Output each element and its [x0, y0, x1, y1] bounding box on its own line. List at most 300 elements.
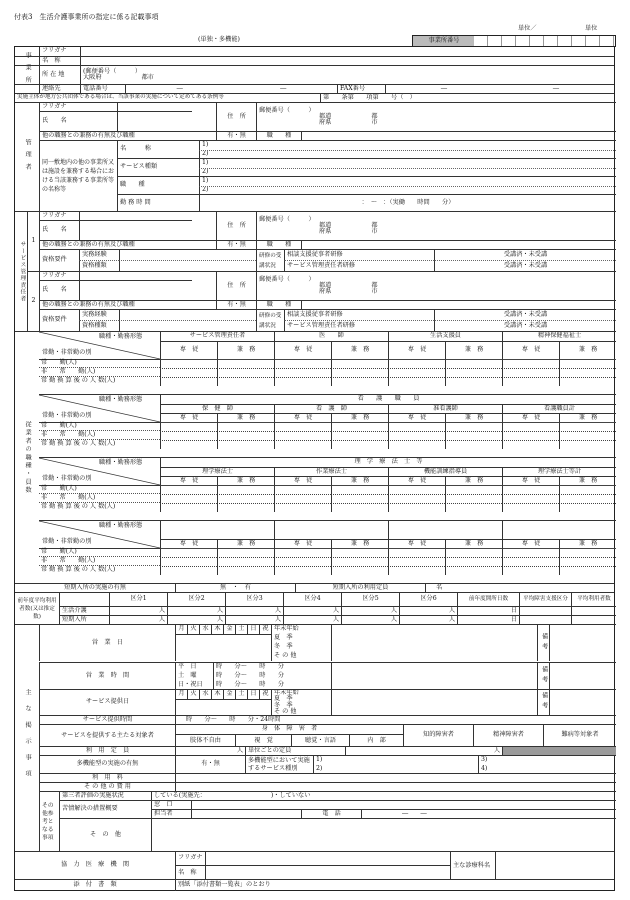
biz-hours-remark-field[interactable]: [549, 663, 616, 689]
svc-holiday-item[interactable]: そ の 他: [274, 707, 297, 715]
window-field[interactable]: [191, 801, 616, 810]
users-count-cell[interactable]: [225, 606, 283, 615]
biz-day-checkbox[interactable]: 水: [200, 625, 212, 635]
staff-part-label: 非 常 勤(人): [39, 494, 160, 503]
manager-dual-svc-2[interactable]: 2): [199, 168, 616, 177]
short-stay-cap-field[interactable]: 名: [425, 584, 614, 592]
biz-holiday-item[interactable]: 年末年始: [274, 625, 299, 633]
users-days-header: 前年度開所日数: [457, 592, 519, 606]
ordinance-field[interactable]: 第 条第 項第 号（ ）: [320, 94, 614, 102]
staff-count-cell[interactable]: [160, 440, 217, 449]
svcmgr-other-yesno[interactable]: 有・無: [216, 241, 256, 249]
users-person-unit: 人: [448, 615, 455, 623]
biz-day-row: [39, 624, 616, 661]
staff-count-cell[interactable]: [331, 431, 388, 440]
staff-job-header-blank[interactable]: [274, 521, 388, 539]
short-stay-yesno[interactable]: 無 ・ 有: [175, 584, 295, 592]
biz-hours-time: 時 分～ 時 分: [216, 663, 285, 671]
staff-count-cell[interactable]: [559, 377, 616, 386]
staff-full-label: 常 勤(人): [39, 422, 160, 431]
manager-name-field[interactable]: [117, 112, 192, 131]
users-avgu-cell[interactable]: [571, 606, 616, 615]
staff-count-cell[interactable]: [559, 422, 616, 431]
staff-count-cell[interactable]: [217, 422, 274, 431]
svcmgr-address-label: 住 所: [216, 272, 256, 300]
staff-count-cell[interactable]: [502, 368, 559, 377]
svcmgr-train-label: 研修の受講状況: [256, 250, 284, 271]
coop-dept-label: 主な診療科名: [450, 852, 495, 879]
staff-count-cell[interactable]: [388, 494, 445, 503]
multi-svc-label: 多機能型において実施するサービス種別: [245, 756, 313, 773]
staff-count-cell[interactable]: [160, 422, 217, 431]
main-section-label: 主な掲示事項: [15, 624, 39, 851]
staff-count-cell[interactable]: [274, 440, 331, 449]
svcmgr-address-label: 住 所: [216, 212, 256, 240]
users-count-cell[interactable]: [109, 606, 167, 615]
staff-count-cell[interactable]: [388, 431, 445, 440]
manager-dual-job-1[interactable]: 1): [199, 177, 616, 186]
ordinance-label: 実施主体が地方公共団体である場合は、当該事業の実施について定めてある条例等: [17, 94, 224, 101]
staff-dual-label: 兼 務: [217, 476, 274, 485]
staff-job-header: 理学療法士等計: [502, 467, 616, 476]
office-address-label: 所 在 地: [39, 66, 80, 84]
staff-count-cell[interactable]: [559, 557, 616, 566]
staff-job-header-blank[interactable]: [388, 521, 502, 539]
users-count-cell[interactable]: [399, 606, 457, 615]
svcmgr-address-field[interactable]: [256, 272, 616, 300]
staff-ftpt-label: 常勤・非常勤の別: [42, 412, 92, 419]
svcmgr-train2-status[interactable]: 受講済・未受講: [434, 321, 616, 332]
short-stay-label: 短期入所の実施の有無: [64, 584, 126, 591]
disab-type[interactable]: 聴覚・言語: [291, 734, 349, 747]
svcmgr-city2: 市: [371, 228, 378, 236]
manager-dual-job-2[interactable]: 2): [199, 186, 616, 195]
users-count-cell[interactable]: [341, 606, 399, 615]
staff-count-cell[interactable]: [502, 566, 559, 575]
users-count-cell[interactable]: [167, 615, 225, 624]
coop-name-field[interactable]: [205, 866, 450, 880]
staff-dual-label: 兼 務: [331, 476, 388, 485]
biz-hours-times[interactable]: [213, 663, 331, 689]
staff-count-cell[interactable]: [559, 440, 616, 449]
svcmgr-city: 都: [371, 221, 378, 229]
staff-count-cell[interactable]: [388, 377, 445, 386]
biz-holiday-item[interactable]: そ の 他: [274, 652, 297, 660]
svcmgr-name-field[interactable]: [79, 221, 192, 240]
svc-day-checkbox[interactable]: 木: [212, 690, 224, 700]
staff-ftpt-label: 常勤・非常勤の別: [42, 538, 92, 545]
staff-part-label: 非 常 勤(人): [39, 368, 160, 377]
staff-job-header-blank[interactable]: [502, 521, 616, 539]
svcmgr-other-row: [39, 300, 616, 309]
staff-count-cell[interactable]: [274, 485, 331, 494]
staff-count-cell[interactable]: [331, 503, 388, 512]
staff-count-cell[interactable]: [217, 368, 274, 377]
staff-count-cell[interactable]: [160, 548, 217, 557]
staff-exclusive-label: 専 従: [160, 539, 217, 548]
staff-count-cell[interactable]: [388, 440, 445, 449]
staff-count-cell[interactable]: [331, 422, 388, 431]
biz-hours-notes[interactable]: [331, 663, 537, 689]
svcmgr-job-field[interactable]: [301, 301, 616, 309]
staff-count-cell[interactable]: [445, 359, 502, 368]
staff-count-cell[interactable]: [445, 440, 502, 449]
svcmgr-train1-status[interactable]: 受講済・未受講: [434, 250, 616, 261]
staff-count-cell[interactable]: [160, 494, 217, 503]
staff-count-cell[interactable]: [502, 431, 559, 440]
staff-count-cell[interactable]: [160, 431, 217, 440]
other-field[interactable]: [151, 819, 616, 851]
office-fax-label: FAX番号: [337, 85, 385, 93]
staff-job-header: 理学療法士: [160, 467, 274, 476]
multi-label: 多機能型の実施の有無: [39, 756, 175, 773]
staff-count-cell[interactable]: [388, 548, 445, 557]
staff-dual-label: 兼 務: [331, 539, 388, 548]
coop-dept-field[interactable]: [495, 852, 614, 879]
users-count-cell[interactable]: [341, 615, 399, 624]
staff-count-cell[interactable]: [559, 503, 616, 512]
staff-count-cell[interactable]: [274, 566, 331, 575]
svcmgr-name-field[interactable]: [79, 281, 192, 300]
staff-group-head: 看 護 職 員: [160, 395, 616, 404]
users-cat-header: 区分3: [225, 592, 283, 606]
multi-yesno[interactable]: 有・無: [175, 756, 245, 773]
form-header: [0, 0, 630, 46]
svc-holiday-item[interactable]: 冬 季: [274, 701, 293, 709]
staff-count-cell[interactable]: [559, 359, 616, 368]
multi-svc-3-4[interactable]: [478, 756, 616, 773]
svcmgr-train2-status[interactable]: 受講済・未受講: [434, 261, 616, 272]
multi-svc-4: 4): [481, 764, 488, 772]
staff-block-label: [39, 520, 160, 583]
other-items-label: その他参考となる事項: [39, 791, 59, 851]
biz-day-checkbox[interactable]: 日: [248, 625, 260, 635]
users-avg-cell[interactable]: [519, 606, 571, 615]
staff-count-cell[interactable]: [388, 566, 445, 575]
staff-count-cell[interactable]: [160, 359, 217, 368]
svc-hours-field[interactable]: 時 分～ 時 分・24時間: [175, 716, 616, 724]
staff-count-cell[interactable]: [160, 566, 217, 575]
svcmgr-city: 都: [371, 281, 378, 289]
staff-count-cell[interactable]: [445, 377, 502, 386]
users-avg-cell[interactable]: [519, 615, 571, 624]
staff-count-cell[interactable]: [445, 566, 502, 575]
svcmgr-pref-line-2: [319, 229, 378, 235]
office-section-label: 事業所: [24, 51, 32, 89]
biz-day-checkbox[interactable]: 木: [212, 625, 224, 635]
staff-job-header-blank[interactable]: [160, 521, 274, 539]
staff-count-cell[interactable]: [274, 368, 331, 377]
office-address-field[interactable]: [80, 66, 614, 84]
staff-count-cell[interactable]: [502, 548, 559, 557]
svc-day-checkbox[interactable]: 金: [224, 690, 236, 700]
intel-label[interactable]: 知的障害者: [403, 725, 473, 746]
multi-svc-2: 2): [316, 764, 323, 772]
office-no-label: 事業所番号: [412, 35, 476, 47]
users-count-cell[interactable]: [109, 615, 167, 624]
svc-day-remark: 備考: [537, 690, 549, 715]
staff-count-cell[interactable]: [502, 557, 559, 566]
staff-exclusive-label: 専 従: [274, 413, 331, 422]
svcmgr-train2: サービス管理責任者研修: [284, 261, 434, 272]
staff-count-cell[interactable]: [217, 494, 274, 503]
biz-hours-daytype: [175, 663, 213, 689]
staff-count-cell[interactable]: [331, 368, 388, 377]
staff-exclusive-label: 専 従: [274, 539, 331, 548]
staff-count-cell[interactable]: [274, 431, 331, 440]
staff-count-cell[interactable]: [160, 503, 217, 512]
staff-count-cell[interactable]: [502, 422, 559, 431]
staff-count-cell[interactable]: [445, 494, 502, 503]
svcmgr-job-label: 職 種: [256, 301, 301, 309]
svc-day-checkbox[interactable]: 祝: [260, 690, 271, 700]
staff-count-cell[interactable]: [445, 431, 502, 440]
office-furigana-field[interactable]: [80, 47, 614, 56]
staff-count-cell[interactable]: [388, 422, 445, 431]
staff-count-cell[interactable]: [217, 440, 274, 449]
users-count-cell[interactable]: [283, 606, 341, 615]
staff-block-grid: [160, 394, 616, 457]
staff-count-cell[interactable]: [331, 485, 388, 494]
other-row: [59, 818, 616, 851]
users-person-unit: 人: [332, 615, 339, 623]
manager-other-job-yesno[interactable]: 有・無: [216, 132, 256, 140]
mental-label[interactable]: 精神障害者: [473, 725, 543, 746]
svc-day-checkbox[interactable]: 月: [176, 690, 188, 700]
staff-count-cell[interactable]: [274, 503, 331, 512]
svc-day-remark-field[interactable]: [549, 690, 616, 715]
svcmgr-pref2: 府県: [319, 288, 332, 296]
staff-count-cell[interactable]: [274, 377, 331, 386]
staff-count-cell[interactable]: [217, 548, 274, 557]
users-cat-header: 区分2: [167, 592, 225, 606]
svcmgr-pref-line-2: [319, 289, 378, 295]
sat-label: 土 曜: [178, 671, 197, 679]
svcmgr-train1: 相談支援従事者研修: [284, 310, 434, 321]
biz-day-checkbox[interactable]: 祝: [260, 625, 271, 635]
staff-count-cell[interactable]: [274, 494, 331, 503]
disab-type[interactable]: 内 部: [349, 734, 403, 747]
unit-cap-field[interactable]: 人: [345, 747, 502, 755]
users-count-cell[interactable]: [225, 615, 283, 624]
svcmgr-address-field[interactable]: [256, 212, 616, 240]
office-name-field[interactable]: [80, 57, 614, 65]
staff-count-cell[interactable]: [331, 440, 388, 449]
staff-count-cell[interactable]: [445, 548, 502, 557]
staff-jobform-label: 職種・勤務形態: [99, 522, 143, 529]
users-person-unit: 人: [274, 606, 281, 614]
staff-count-cell[interactable]: [502, 494, 559, 503]
staff-block-grid: [160, 457, 616, 520]
users-corner: [59, 592, 109, 606]
staff-count-cell[interactable]: [502, 377, 559, 386]
staff-count-cell[interactable]: [331, 548, 388, 557]
staff-count-cell[interactable]: [331, 377, 388, 386]
staff-count-cell[interactable]: [502, 503, 559, 512]
staff-count-cell[interactable]: [217, 431, 274, 440]
staff-count-cell[interactable]: [445, 503, 502, 512]
manager-address-field[interactable]: 郵便番号（ ） 都道 都 府県 市: [256, 103, 616, 131]
biz-day-remark: 備考: [537, 625, 549, 661]
manager-dual-name-2[interactable]: 2): [199, 150, 616, 159]
staff-count-cell[interactable]: [217, 377, 274, 386]
users-person-unit: 人: [332, 606, 339, 614]
office-tel-field[interactable]: ― ―: [125, 85, 337, 93]
biz-day-checkbox[interactable]: 金: [224, 625, 236, 635]
svc-day-checkbox[interactable]: 火: [188, 690, 200, 700]
disab-type[interactable]: 肢体不自由: [175, 734, 235, 747]
staff-count-cell[interactable]: [160, 377, 217, 386]
svcmgr-train1-status[interactable]: 受講済・未受講: [434, 310, 616, 321]
unit-label-1: 単位／: [518, 25, 537, 32]
users-avgu-header: 平均利用者数: [571, 592, 616, 606]
staff-count-cell[interactable]: [274, 422, 331, 431]
capacity-field[interactable]: 人: [175, 747, 245, 755]
svc-holiday-item[interactable]: 夏 季: [274, 695, 293, 703]
third-field[interactable]: している(実施先： )・していない: [151, 792, 616, 800]
staff-count-cell[interactable]: [502, 485, 559, 494]
svc-holiday-item[interactable]: 年末年始: [274, 690, 299, 697]
staff-count-cell[interactable]: [445, 368, 502, 377]
staff-count-cell[interactable]: [160, 557, 217, 566]
staff-count-cell[interactable]: [445, 422, 502, 431]
manager-dual-svc-label: サービス種類: [117, 159, 199, 177]
staff-count-cell[interactable]: [274, 548, 331, 557]
office-fax-field[interactable]: ― ―: [385, 85, 614, 93]
other-fee-label: そ の 他 の 費 用: [39, 783, 175, 791]
users-days-cell[interactable]: [457, 606, 519, 615]
staff-count-cell[interactable]: [331, 566, 388, 575]
staff-dual-label: 兼 務: [331, 341, 388, 359]
manager-furigana-field[interactable]: [117, 103, 216, 111]
fee-field[interactable]: [175, 774, 616, 782]
manager-dual-svc-1[interactable]: 1): [199, 159, 616, 168]
staff-count-cell[interactable]: [445, 557, 502, 566]
staff-count-cell[interactable]: [388, 359, 445, 368]
svcmgr-postal: 郵便番号（ ）: [259, 215, 315, 223]
staff-jobform-label: 職種・勤務形態: [99, 459, 143, 466]
users-grid: [59, 592, 616, 624]
svcmgr-furigana-field[interactable]: [79, 272, 216, 280]
staff-count-cell[interactable]: [502, 440, 559, 449]
users-person-unit: 人: [274, 615, 281, 623]
users-count-cell[interactable]: [399, 615, 457, 624]
staff-count-cell[interactable]: [388, 557, 445, 566]
staff-count-cell[interactable]: [160, 485, 217, 494]
biz-holiday-item[interactable]: 冬 季: [274, 643, 293, 651]
svcmgr-exp-field[interactable]: [119, 310, 256, 321]
staff-count-cell[interactable]: [388, 503, 445, 512]
svcmgr-city2: 市: [371, 288, 378, 296]
svc-day-checkbox[interactable]: 日: [248, 690, 260, 700]
staff-dual-label: 兼 務: [445, 476, 502, 485]
svcmgr-name-label: 氏 名: [39, 281, 79, 300]
users-count-cell[interactable]: [283, 615, 341, 624]
svcmgr-other-yesno[interactable]: 有・無: [216, 301, 256, 309]
staff-count-cell[interactable]: [559, 368, 616, 377]
svcmgr-job-field[interactable]: [301, 241, 616, 249]
users-person-unit: 人: [216, 615, 223, 623]
staff-count-cell[interactable]: [331, 359, 388, 368]
staff-count-cell[interactable]: [502, 359, 559, 368]
users-cat-header: 区分4: [283, 592, 341, 606]
staff-count-cell[interactable]: [274, 557, 331, 566]
staff-count-cell[interactable]: [388, 485, 445, 494]
staff-count-cell[interactable]: [160, 368, 217, 377]
staff-count-cell[interactable]: [559, 431, 616, 440]
staff-fte-label: 常 勤 換 算 後 の 人 数(人): [41, 440, 116, 448]
office-name-label: 名 称: [39, 57, 80, 65]
svcmgr-furigana-field[interactable]: [79, 212, 216, 220]
disab-type[interactable]: 視 覚: [235, 734, 291, 747]
svcmgr-exp-field[interactable]: [119, 250, 256, 261]
biz-day-label: 営 業 日: [39, 625, 175, 661]
multi-svc-1-2[interactable]: [313, 756, 478, 773]
users-avgu-cell[interactable]: [571, 615, 616, 624]
staff-count-cell[interactable]: [217, 557, 274, 566]
other-fee-field[interactable]: [175, 783, 616, 791]
staff-count-cell[interactable]: [331, 557, 388, 566]
manager-hours-field[interactable]: ： ～ ：（実働 時間 分）: [199, 195, 616, 212]
other-fee-row: [39, 782, 616, 791]
biz-day-remark-field[interactable]: [549, 625, 616, 661]
unit-cap-label: 単位ごとの定員: [245, 747, 345, 755]
staff-count-cell[interactable]: [274, 359, 331, 368]
staff-job-header: 作業療法士: [274, 467, 388, 476]
intractable-label[interactable]: 難病等対象者: [543, 725, 616, 746]
manager-dual-name-1[interactable]: 1): [199, 141, 616, 150]
biz-day-checkbox[interactable]: 月: [176, 625, 188, 635]
phone-field[interactable]: ― ―: [361, 810, 616, 819]
staff-dual-label: 兼 務: [559, 539, 616, 548]
staff-job-header: 生活支援員: [388, 332, 502, 341]
staff-job-header: 看護職員計: [502, 404, 616, 413]
manager-job-label: 職 種: [256, 132, 301, 140]
staff-count-cell[interactable]: [331, 494, 388, 503]
staff-exclusive-label: 専 従: [274, 341, 331, 359]
biz-holiday-list: [271, 625, 331, 661]
staff-count-cell[interactable]: [217, 503, 274, 512]
staff-count-cell[interactable]: [217, 359, 274, 368]
staff-dual-label: 兼 務: [217, 539, 274, 548]
biz-holiday-item[interactable]: 夏 季: [274, 634, 293, 642]
form-title: 付表3 生活介護事業所の指定に係る記載事項: [14, 13, 159, 21]
biz-day-checkbox[interactable]: 火: [188, 625, 200, 635]
svc-day-row: [39, 689, 616, 715]
manager-job-field[interactable]: [301, 132, 616, 140]
biz-day-checkbox[interactable]: 土: [236, 625, 248, 635]
staff-count-cell[interactable]: [559, 485, 616, 494]
staff-block-label: [39, 457, 160, 520]
biz-day-notes[interactable]: [331, 625, 537, 661]
svc-day-notes[interactable]: [331, 690, 537, 715]
svcmgr-pref: 都道: [319, 221, 332, 229]
capacity-label: 利 用 定 員: [39, 747, 175, 755]
coop-furigana-field[interactable]: [205, 852, 450, 866]
staff-count-cell[interactable]: [559, 566, 616, 575]
users-count-cell[interactable]: [167, 606, 225, 615]
staff-count-cell[interactable]: [217, 485, 274, 494]
svc-day-checkbox[interactable]: 水: [200, 690, 212, 700]
svc-day-checkbox[interactable]: 土: [236, 690, 248, 700]
staff-count-cell[interactable]: [559, 494, 616, 503]
staff-count-cell[interactable]: [388, 368, 445, 377]
staff-count-cell[interactable]: [217, 566, 274, 575]
users-days-cell[interactable]: [457, 615, 519, 624]
staff-count-cell[interactable]: [445, 485, 502, 494]
staff-count-cell[interactable]: [559, 548, 616, 557]
staff-job-header: 精神保健福祉士: [502, 332, 616, 341]
